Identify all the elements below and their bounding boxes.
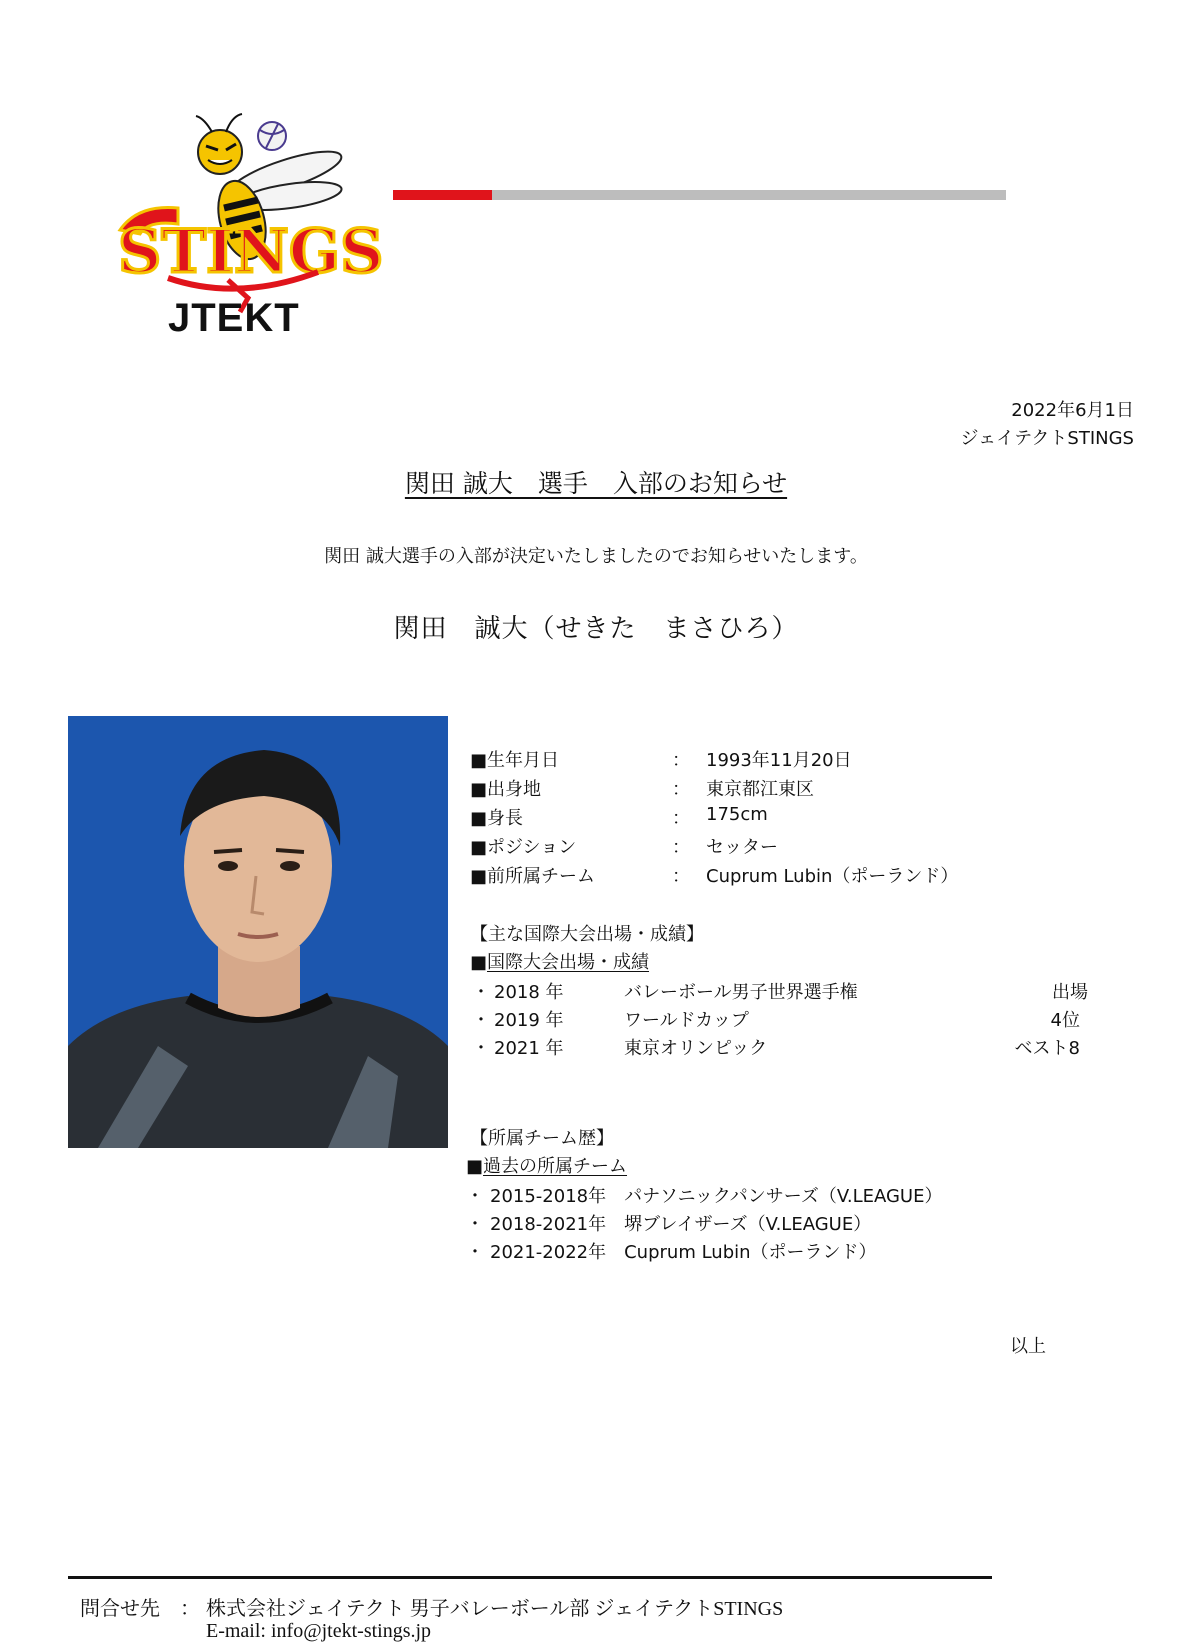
footer-sep: ： (180, 1598, 200, 1620)
profile-label-prev-team: ■前所属チーム (470, 866, 596, 887)
profile-label-height: ■身長 (470, 808, 524, 829)
logo-company-text: JTEKT (168, 296, 300, 340)
profile-label-birthplace: ■出身地 (470, 779, 542, 800)
international-event: 東京オリンピック (624, 1038, 768, 1059)
teams-heading: 【所属チーム歴】 (470, 1128, 614, 1149)
profile-value-prev-team: Cuprum Lubin（ポーランド） (706, 866, 959, 887)
teams-subheading: ■過去の所属チーム (466, 1156, 628, 1177)
intro-text: 関田 誠大選手の入部が決定いたしましたのでお知らせいたします。 (324, 546, 868, 567)
header-accent-bar (393, 190, 492, 200)
international-heading: 【主な国際大会出場・成績】 (470, 924, 704, 945)
profile-sep: ： (672, 808, 690, 829)
list-bullet: ・ (466, 1186, 484, 1207)
international-year: 2019 年 (494, 1010, 564, 1031)
player-name: 関田 誠大（せきた まさひろ） (393, 614, 799, 644)
closing-text: 以上 (1010, 1336, 1046, 1357)
profile-value-birthplace: 東京都江東区 (706, 779, 814, 800)
international-event: バレーボール男子世界選手権 (624, 982, 858, 1003)
international-result: 出場 (1052, 982, 1088, 1003)
profile-sep: ： (672, 779, 690, 800)
international-event: ワールドカップ (624, 1010, 749, 1031)
document-date: 2022年6月1日 (1011, 400, 1134, 421)
team-history-item: 2018-2021年 堺ブレイザーズ（V.LEAGUE） (490, 1214, 872, 1235)
international-result: 4位 (1050, 1010, 1080, 1031)
profile-label-birthdate: ■生年月日 (470, 750, 560, 771)
profile-sep: ： (672, 866, 690, 887)
profile-value-height: 175cm (706, 804, 768, 825)
list-bullet: ・ (466, 1242, 484, 1263)
list-bullet: ・ (472, 982, 490, 1003)
footer-label: 問合せ先 (80, 1598, 160, 1620)
profile-sep: ： (672, 750, 690, 771)
profile-label-position: ■ポジション (470, 837, 577, 858)
list-bullet: ・ (472, 1038, 490, 1059)
player-photo (68, 716, 448, 1148)
team-history-item: 2021-2022年 Cuprum Lubin（ポーランド） (490, 1242, 877, 1263)
profile-value-position: セッター (706, 837, 778, 858)
footer-email: E-mail: info@jtekt-stings.jp (206, 1620, 432, 1642)
international-result: ベスト8 (1014, 1038, 1080, 1059)
profile-value-birthdate: 1993年11月20日 (706, 750, 852, 771)
logo-brand-text: STINGS (118, 217, 384, 287)
international-subheading: ■国際大会出場・成績 (470, 952, 650, 973)
international-year: 2018 年 (494, 982, 564, 1003)
list-bullet: ・ (466, 1214, 484, 1235)
international-year: 2021 年 (494, 1038, 564, 1059)
page-title: 関田 誠大 選手 入部のお知らせ (404, 469, 788, 498)
footer-rule (68, 1576, 992, 1579)
footer-contact: 株式会社ジェイテクト 男子バレーボール部 ジェイテクトSTINGS (206, 1598, 784, 1620)
profile-sep: ： (672, 837, 690, 858)
list-bullet: ・ (472, 1010, 490, 1031)
header-rule-bar (492, 190, 1006, 200)
document-org: ジェイテクトSTINGS (960, 428, 1134, 449)
team-history-item: 2015-2018年 パナソニックパンサーズ（V.LEAGUE） (490, 1186, 943, 1207)
